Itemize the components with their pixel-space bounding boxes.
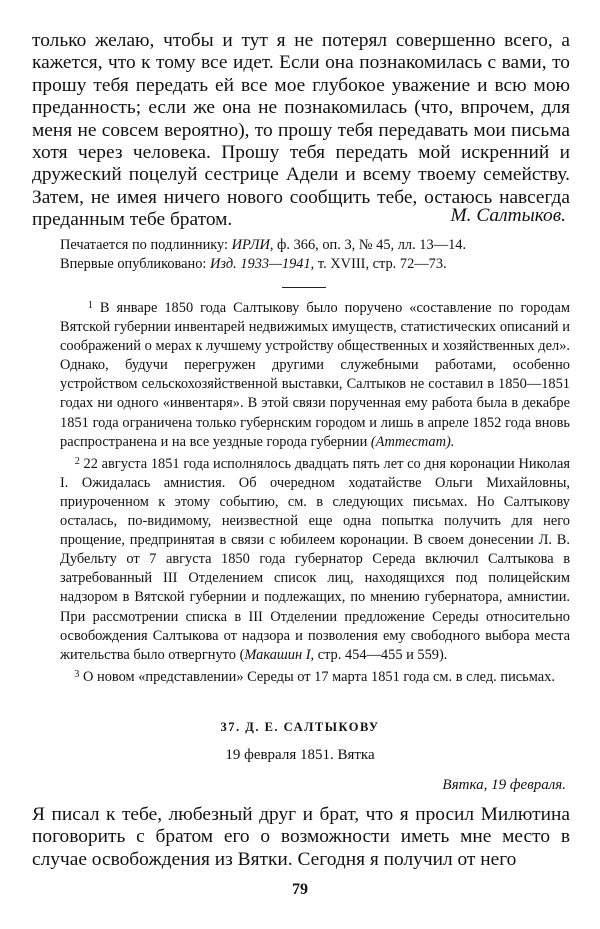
footnote-1: $^1$ В январе 1850 года Салтыкову было поручено «составление по городам Вятской губернии инвентарей недвижимых имуществ, статистических описаний и соображений о мерах к лучшему устройству общественных и хозяйственных дел». Однако, будучи перегружен другими служебными работами, особенно устройством сельскохозяйственной выставки, Салтыков не составил в 1850—1851 годах ни одного «инвентаря». В этой связи порученная ему работа была в декабре 1851 года ограничена только губернским городом и лишь в апреле 1852 года вновь распространена и на все уездные города губернии (Аттестат). <box>60 300 570 450</box>
footnote-marker: 1 <box>87 300 93 311</box>
source-line-original: Печатается по подлиннику: ИРЛИ, ф. 366, оп. 3, № 45, лл. 13—14. <box>60 237 467 253</box>
footnote-2: $^2$ 22 августа 1851 года исполнялось двадцать пять лет со дня коронации Николая I. Ожидалась амнистия. Об очередном ходатайстве Ольги Михайловны, приуроченном к этому событию, см. в следующих письмах. Но Салтыкову осталась, по-видимому, неизвестной еще одна попытка получить для него прощение, предпринятая в связи с юбилеем коронации. В своем донесении Л. В. Дубельту от 7 августа 1850 года губернатор Середа включил Салтыкова в затребованный III Отделением список лиц, находящихся под полицейским надзором в Вятской губернии и подлежащих, по мнению губернатора, амнистии. При рассмотрении списка в III Отделении предложение Середы относительно освобождения Салтыкова от надзора и позволения ему свободного выбора места жительства было отвергнуто (Макашин I, стр. 454—455 и 559). <box>60 455 570 663</box>
divider <box>282 287 326 288</box>
place-date: Вятка, 19 февраля. <box>442 777 566 793</box>
letter-2-body: Я писал к тебе, любезный друг и брат, что я просил Милютина поговорить с братом его о возможности иметь мне место в случае освобождения из Вятки. Сегодня я получил от него <box>32 804 570 870</box>
archive-reference: ИРЛИ, <box>231 237 274 253</box>
footnote-marker: 2 <box>74 455 80 467</box>
footnotes <box>60 296 570 687</box>
edition-reference: Изд. 1933—1941, <box>210 256 315 272</box>
page-number: 79 <box>292 881 308 898</box>
signature: М. Салтыков. <box>450 205 566 226</box>
letter-date-line: 19 февраля 1851. Вятка <box>225 747 375 763</box>
source-line-published: Впервые опубликовано: Изд. 1933—1941, т. XVIII, стр. 72—73. <box>60 256 447 272</box>
letter-body: только желаю, чтобы и тут я не потерял совершенно всего, а кажется, что к тому все идет. Если она познакомилась с вами, то прошу тебя передать ей все мое глубокое уважение и всю мою преданность; если же она не познакомилась (что, впрочем, для меня не совсем вероятно), то прошу тебя передавать мои письма хотя через человека. Прошу тебя передать мой искренний и дружеский поцелуй сестрице Адели и всему твоему семейству. Затем, не имея ничего нового сообщить тебе, остаюсь навсегда преданным тебе братом. <box>32 30 570 231</box>
footnote-3: $^3$ О новом «представлении» Середы от 17 марта 1851 года см. в след. письмах. <box>74 668 555 685</box>
letter-heading: 37. Д. Е. САЛТЫКОВУ <box>220 720 380 734</box>
footnote-marker: 3 <box>74 668 80 680</box>
source-note <box>60 236 572 274</box>
